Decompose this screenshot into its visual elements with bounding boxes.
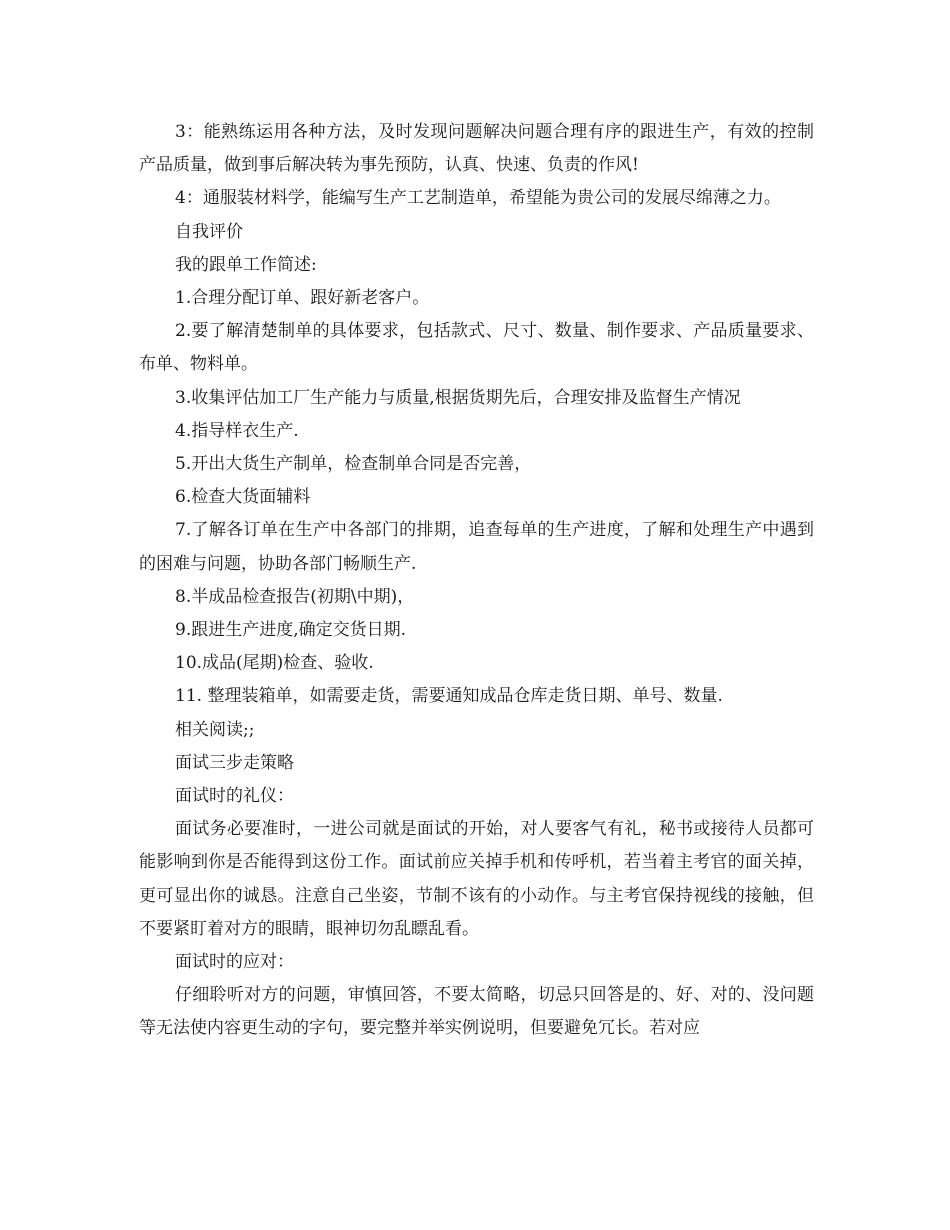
heading-interview-strategy: 面试三步走策略 xyxy=(175,752,294,773)
heading-interview-response: 面试时的应对： xyxy=(175,952,294,973)
paragraph-etiquette: 面试务必要准时，一进公司就是面试的开始，对人要客气有礼，秘书或接待人员都可能影响到你是否能得到这份工作。面试前应关掉手机和传呼机，若当着主考官的面关掉，更可显出你的诚恳。注意自己坐姿，节制不该有的小动作。与主考官保持视线的接触，但不要紧盯着对方的眼睛，眼神切勿乱瞟乱看。 xyxy=(139,819,814,939)
list-item-5: 5.开出大货生产制单，检查制单合同是否完善， xyxy=(175,454,532,475)
list-item-4: 4.指导样衣生产. xyxy=(175,420,299,441)
list-item-10: 10.成品(尾期)检查、验收. xyxy=(175,653,374,674)
heading-interview-etiquette: 面试时的礼仪： xyxy=(175,786,294,807)
document-body xyxy=(139,116,814,1046)
list-item-6: 6.检查大货面辅料 xyxy=(175,487,311,508)
list-item-8: 8.半成品检查报告(初期\中期)， xyxy=(175,586,415,607)
list-item-1: 1.合理分配订单、跟好新老客户。 xyxy=(175,288,430,309)
related-reading-label: 相关阅读;; xyxy=(175,719,255,740)
list-item-2: 2.要了解清楚制单的具体要求，包括款式、尺寸、数量、制作要求、产品质量要求、布单、物料单。 xyxy=(139,321,814,375)
heading-work-summary: 我的跟单工作简述: xyxy=(175,254,317,275)
list-item-7: 7.了解各订单在生产中各部门的排期，追查每单的生产进度，了解和处理生产中遇到的困难与问题，协助各部门畅顺生产. xyxy=(139,520,814,574)
paragraph-response: 仔细聆听对方的问题，审慎回答，不要太简略，切忌只回答是的、好、对的、没问题等无法使内容更生动的字句，要完整并举实例说明，但要避免冗长。若对应 xyxy=(139,985,814,1039)
list-item-3: 3.收集评估加工厂生产能力与质量,根据货期先后，合理安排及监督生产情况 xyxy=(175,387,741,408)
paragraph-skill-4: 4：通服装材料学，能编写生产工艺制造单，希望能为贵公司的发展尽绵薄之力。 xyxy=(175,188,781,209)
list-item-11: 11. 整理装箱单，如需要走货，需要通知成品仓库走货日期、单号、数量. xyxy=(175,686,723,707)
paragraph-skill-3: 3：能熟练运用各种方法，及时发现问题解决问题合理有序的跟进生产，有效的控制产品质量，做到事后解决转为事先预防，认真、快速、负责的作风! xyxy=(139,122,814,176)
list-item-9: 9.跟进生产进度,确定交货日期. xyxy=(175,620,407,641)
heading-self-evaluation: 自我评价 xyxy=(175,221,243,242)
